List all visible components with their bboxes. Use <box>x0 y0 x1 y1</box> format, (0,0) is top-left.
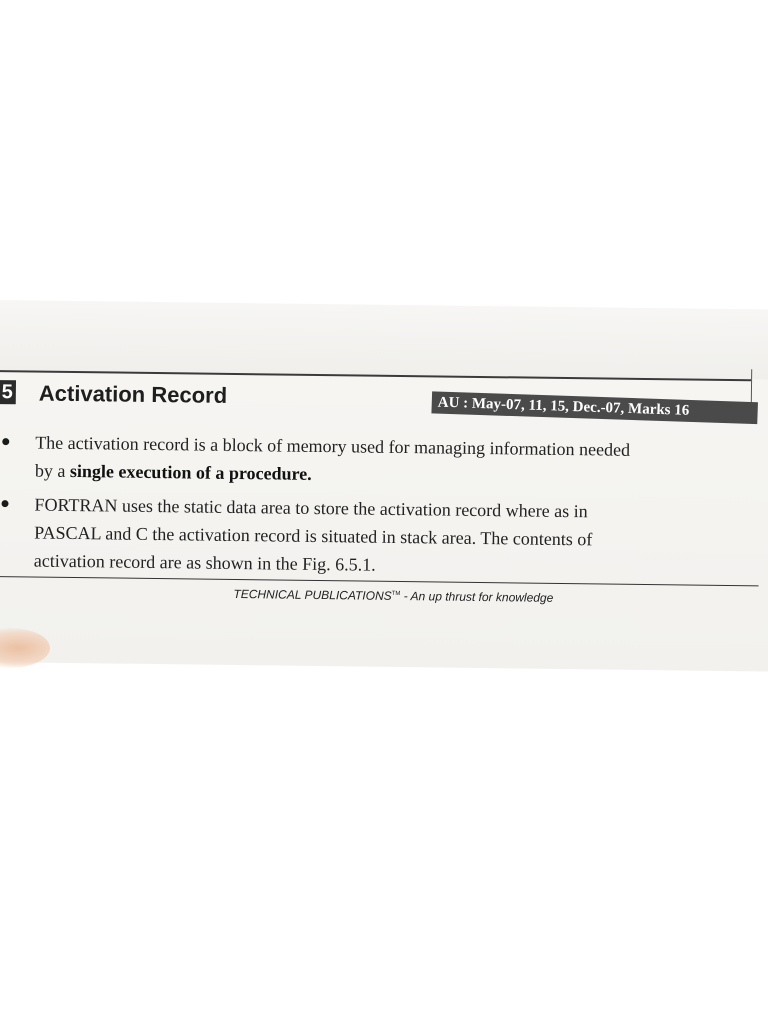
section-heading <box>0 380 768 418</box>
page-shadow <box>0 300 768 380</box>
footer-tagline: - An up thrust for knowledge <box>400 589 554 605</box>
exam-reference-badge: AU : May-07, 11, 15, Dec.-07, Marks 16 <box>431 391 758 424</box>
bullet-1-line-1: The activation record is a block of memory used for managing information needed <box>35 432 631 460</box>
bullet-2-line-1: FORTRAN uses the static data area to store the activation record where as in <box>34 494 588 522</box>
bullet-1-line-2-lead: by a <box>34 460 71 481</box>
bullet-dot-icon <box>1 500 8 507</box>
book-page <box>0 300 768 672</box>
trademark-mark: TM <box>391 590 401 598</box>
footer-publisher: TECHNICAL PUBLICATIONS <box>233 586 392 603</box>
section-title: Activation Record <box>38 380 228 408</box>
bullet-item <box>0 490 768 584</box>
bullet-2-line-2: PASCAL and C the activation record is situated in stack area. The contents of <box>34 522 593 550</box>
bullet-text <box>35 429 761 494</box>
bullet-list <box>0 428 768 590</box>
section-number: 5 <box>0 380 16 404</box>
bullet-item <box>0 428 768 494</box>
page-footer <box>233 587 553 605</box>
bullet-dot-icon <box>2 438 9 445</box>
bullet-2-line-3: activation record are as shown in the Fig. 6.5.1. <box>33 550 376 575</box>
bullet-1-emphasis: single execution of a procedure. <box>69 460 312 484</box>
bullet-text <box>34 491 760 584</box>
